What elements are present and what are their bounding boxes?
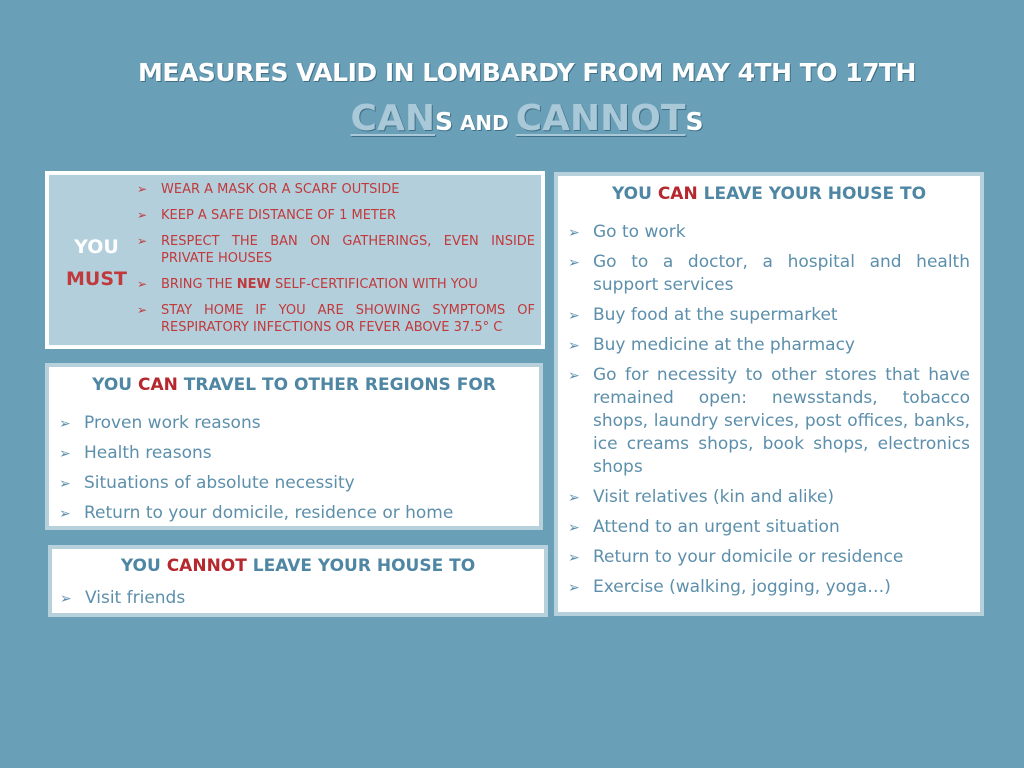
list-item: ➢ Visit relatives (kin and alike) — [568, 486, 970, 509]
list-item: ➢ Go for necessity to other stores that have remained open: newsstands, tobacco shops, laundry services, post offices, banks, ice creams shops, book shops, electronics shops — [568, 365, 970, 477]
must-label-must: MUST — [66, 268, 127, 290]
subtitle-and: AND — [452, 111, 516, 135]
subtitle-can: CAN — [350, 98, 435, 139]
leave-heading: YOU CAN LEAVE YOUR HOUSE TO — [611, 184, 927, 204]
must-item: ➢ STAY HOME IF YOU ARE SHOWING SYMPTOMS OF RESPIRATORY INFECTIONS OR FEVER ABOVE 37.5° C — [137, 303, 535, 335]
list-item: ➢ Go to a doctor, a hospital and health support services — [568, 252, 970, 295]
arrow-bullet-icon: ➢ — [568, 225, 580, 241]
arrow-bullet-icon: ➢ — [568, 580, 580, 596]
must-item: ➢ WEAR A MASK OR A SCARF OUTSIDE — [137, 182, 400, 197]
list-item: ➢ Return to your domicile or residence — [568, 546, 970, 569]
arrow-bullet-icon: ➢ — [59, 506, 71, 522]
list-item: ➢ Situations of absolute necessity — [59, 472, 529, 495]
cannot-heading: YOU CANNOT LEAVE YOUR HOUSE TO — [120, 556, 476, 576]
arrow-bullet-icon: ➢ — [60, 591, 72, 607]
cannot-list — [60, 587, 530, 617]
arrow-bullet-icon: ➢ — [568, 338, 580, 354]
list-item: ➢ Health reasons — [59, 442, 529, 465]
leave-list — [568, 221, 970, 606]
must-label — [59, 231, 134, 295]
arrow-bullet-icon: ➢ — [568, 308, 580, 324]
list-item: ➢ Attend to an urgent situation — [568, 516, 970, 539]
arrow-bullet-icon: ➢ — [137, 182, 148, 196]
list-item: ➢ Exercise (walking, jogging, yoga…) — [568, 576, 970, 599]
arrow-bullet-icon: ➢ — [137, 303, 148, 317]
travel-list — [59, 412, 529, 532]
cannot-box — [48, 545, 548, 617]
must-item: ➢ RESPECT THE BAN ON GATHERINGS, EVEN INSIDE PRIVATE HOUSES — [137, 234, 535, 266]
page-subtitle — [0, 98, 1024, 139]
must-item: ➢ BRING THE NEW SELF-CERTIFICATION WITH YOU — [137, 277, 478, 292]
arrow-bullet-icon: ➢ — [568, 255, 580, 271]
subtitle-s1: S — [434, 107, 453, 136]
must-box — [45, 171, 545, 349]
arrow-bullet-icon: ➢ — [568, 368, 580, 384]
arrow-bullet-icon: ➢ — [568, 520, 580, 536]
must-list — [137, 181, 535, 345]
arrow-bullet-icon: ➢ — [137, 277, 148, 291]
list-item: ➢ Return to your domicile, residence or home — [59, 502, 529, 525]
must-label-you: YOU — [74, 236, 119, 258]
list-item: ➢ Buy medicine at the pharmacy — [568, 334, 970, 357]
list-item: ➢ Proven work reasons — [59, 412, 529, 435]
arrow-bullet-icon: ➢ — [59, 476, 71, 492]
arrow-bullet-icon: ➢ — [137, 208, 148, 222]
arrow-bullet-icon: ➢ — [568, 490, 580, 506]
list-item: ➢ Buy food at the supermarket — [568, 304, 970, 327]
leave-box — [554, 172, 984, 616]
travel-heading: YOU CAN TRAVEL TO OTHER REGIONS FOR — [92, 375, 496, 395]
subtitle-cannot: CANNOT — [515, 98, 686, 139]
travel-box — [45, 363, 543, 530]
list-item: ➢ Visit friends — [60, 587, 530, 610]
list-item: ➢ Go to work — [568, 221, 970, 244]
arrow-bullet-icon: ➢ — [59, 446, 71, 462]
arrow-bullet-icon: ➢ — [59, 416, 71, 432]
page-title: MEASURES VALID IN LOMBARDY FROM MAY 4TH TO 17TH — [138, 58, 916, 87]
arrow-bullet-icon: ➢ — [137, 234, 148, 248]
subtitle-s2: S — [685, 107, 704, 136]
arrow-bullet-icon: ➢ — [568, 550, 580, 566]
must-item: ➢ KEEP A SAFE DISTANCE OF 1 METER — [137, 208, 397, 223]
